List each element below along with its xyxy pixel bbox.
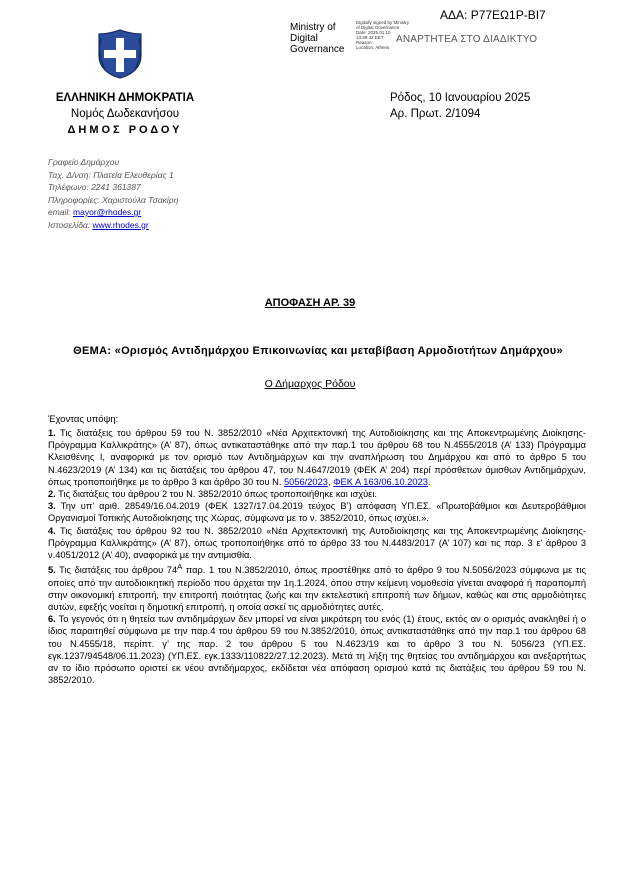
- item-number: 1.: [48, 428, 56, 438]
- web-label: Ιστοσελίδα:: [48, 219, 93, 230]
- ministry-line-3: Governance: [290, 44, 345, 55]
- email-link[interactable]: mayor@rhodes.gr: [73, 207, 142, 217]
- list-item: [48, 500, 586, 524]
- decision-title: ΑΠΟΦΑΣΗ ΑΡ. 39: [264, 297, 356, 309]
- signature-line: Date: 2025.01.10: [356, 30, 391, 35]
- list-item: [48, 613, 586, 686]
- ministry-line-1: Ministry of: [290, 22, 336, 33]
- ministry-line-2: Digital: [290, 33, 318, 44]
- web-line: [48, 219, 178, 232]
- website-link[interactable]: www.rhodes.gr: [92, 219, 149, 230]
- address: Ταχ. Δ/νση: Πλατεία Ελευθερίας 1: [48, 169, 174, 180]
- municipality-name: ΔΗΜΟΣ ΡΟΔΟΥ: [67, 124, 183, 136]
- considerations-intro: Έχοντας υπόψη:: [48, 414, 119, 425]
- protocol-number: Αρ. Πρωτ. 2/1094: [390, 108, 481, 120]
- item-text: παρ. 1 του Ν.3852/2010, όπως προστέθηκε από το άρθρο 9 του Ν.5056/2023 σύμφωνα με τις οποίες από την αυτοδιοικητική περίοδο που άρχεται την 1η.1.2024, όπου στην κείμενη νομοθεσία γίνεται αναφορά ή παραπομπή στην οικονομική επιτροπή, την επιτροπή ποιότητας ζωής και την εκτελεστική επιτροπή των δήμων, καθώς και στις αρμοδιότητες αυτών, εφεξής νοείται η δημοτική επιτροπή, η οποία ασκεί τις αρμοδιότητες αυτές.: [48, 565, 586, 612]
- ada-code: ΑΔΑ: Ρ77ΕΩ1Ρ-ΒΙ7: [440, 8, 546, 22]
- greek-coat-of-arms-icon: [95, 28, 145, 80]
- considerations-list: [48, 427, 586, 686]
- item-number: 2.: [48, 489, 56, 500]
- signature-line: Reason:: [356, 40, 373, 45]
- law-link[interactable]: 5056/2023: [284, 476, 328, 487]
- signature-line: Digitally signed by Ministry: [356, 20, 410, 25]
- item-text: Τις διατάξεις του άρθρου 92 του Ν. 3852/2010 «Νέα Αρχιτεκτονική της Αυτοδιοίκησης και της Αποκεντρωμένης Διοίκησης- Πρόγραμμα Καλλικράτης» (Α’ 87), όπως τροποποιήθηκε από το άρθρο 33 του Ν.4483/2017 (Α’ 107) και τις παρ. 3 ε’ άρθρου 3 ν.4051/2012 (Α’ 40), αναφορικά με την αντιμισθία.: [48, 525, 586, 561]
- phone: Τηλέφωνο: 2241 361387: [48, 182, 141, 192]
- item-number: 5.: [48, 565, 56, 576]
- office-name: Γραφείο Δημάρχου: [48, 157, 120, 167]
- ministry-name: [290, 22, 344, 55]
- list-item: [48, 561, 586, 613]
- superscript: Α: [177, 562, 183, 572]
- email-line: [48, 206, 178, 219]
- prefecture-name: Νομός Δωδεκανήσου: [70, 108, 180, 120]
- mayor-title: Ο Δήμαρχος Ρόδου: [264, 378, 356, 390]
- list-item: [48, 488, 586, 500]
- item-text: Τις διατάξεις του άρθρου 74: [55, 565, 178, 576]
- item-number: 4.: [48, 525, 56, 536]
- signature-line: of Digital Governance: [356, 25, 400, 30]
- item-text: Τις διατάξεις του άρθρου 59 του Ν. 3852/2010 «Νέα Αρχιτεκτονική της Αυτοδιοίκησης και της Αποκεντρωμένης Διοίκησης- Πρόγραμμα Καλλικράτης» (Α’ 87), όπως αντικαταστάθηκε από την παρ.1 του άρθρου 68 του Ν.4555/2018 (Α’ 133) Πρόγραμμα Κλεισθένης Ι, αναφορικά με τον ορισμό των Αντιδημάρχων και την αναπλήρωση του Δημάρχου και από το άρθρο 5 του Ν.4623/2019 (Α’ 134) και τις διατάξεις του άρθρου 47, του Ν.4647/2019 (ΦΕΚ Α’ 204) περί πρόσθετων άμισθων Αντιδημάρχων, όπως τροποποιήθηκε με το άρθρο 3 και άρθρο 30 του Ν.: [48, 428, 586, 487]
- item-text: Τις διατάξεις του άρθρου 2 του Ν. 3852/2010 όπως τροποποιήθηκε και ισχύει.: [55, 489, 377, 500]
- published-online-label: ΑΝΑΡΤΗΤΕΑ ΣΤΟ ΔΙΑΔΙΚΤΥΟ: [396, 34, 538, 45]
- item-number: 6.: [48, 614, 56, 625]
- subject-line: ΘΕΜΑ: «Ορισμός Αντιδημάρχου Επικοινωνίας και μεταβίβαση Αρμοδιοτήτων Δημάρχου»: [73, 345, 563, 357]
- list-item: [48, 525, 586, 562]
- document-date: Ρόδος, 10 Ιανουαρίου 2025: [390, 92, 531, 104]
- item-text: Το γεγονός ότι η θητεία των αντιδημάρχων δεν μπορεί να είναι μικρότερη του ενός (1) έτους, εκτός αν ο ορισμός ανακληθεί ή ο ίδιος παραιτηθεί σύμφωνα με την παρ.4 του άρθρου 59 του Ν.3852/2010, όπως αντικαταστάθηκε από την παρ.1 του άρθρου 68 του Ν.4555/18, περίπτ. γ’ της παρ. 2 του άρθρου 5 του Ν.4623/19 και το άρθρο 3 του Ν. 5056/23 (ΥΠ.ΕΣ. εγκ.1237/94548/06.11.2023) (ΥΠ.ΕΣ. εγκ.1333/110822/27.12.2023). Μετά τη λήξη της θητείας του αντιδημάρχου και ανεξαρτήτως αν το ίδιο πρόσωπο οριστεί εκ νέου αντιδήμαρχος, εκδίδεται νέα απόφαση ορισμού κατά τις διατάξεις του άρθρου 59 του Ν. 3852/2010.: [48, 614, 586, 686]
- email-label: email:: [48, 207, 74, 217]
- contact-person: Πληροφορίες: Χαριστούλα Τσακίρη: [48, 194, 179, 205]
- gazette-link[interactable]: ΦΕΚ Α 163/06.10.2023: [333, 476, 428, 487]
- item-number: 3.: [48, 501, 56, 512]
- republic-name: ΕΛΛΗΝΙΚΗ ΔΗΜΟΚΡΑΤΙΑ: [55, 92, 195, 104]
- item-separator: ,: [327, 476, 334, 487]
- contact-block: [48, 156, 178, 231]
- signature-line: Location: Athens: [356, 45, 390, 50]
- signature-line: 13:39:42 EET: [356, 35, 384, 40]
- list-item: [48, 427, 586, 488]
- item-text: Την υπ’ αριθ. 28549/16.04.2019 (ΦΕΚ 1327/17.04.2019 τεύχος Β’) απόφαση ΥΠ.ΕΣ. «Πρωτοβάθμιοι και Δευτεροβάθμιοι Οργανισμοί Τοπικής Αυτοδιοίκησης της Χώρας, σύμφωνα με το ν. 3852/2010, όπως ισχύει.».: [48, 501, 586, 524]
- item-end: .: [427, 476, 431, 487]
